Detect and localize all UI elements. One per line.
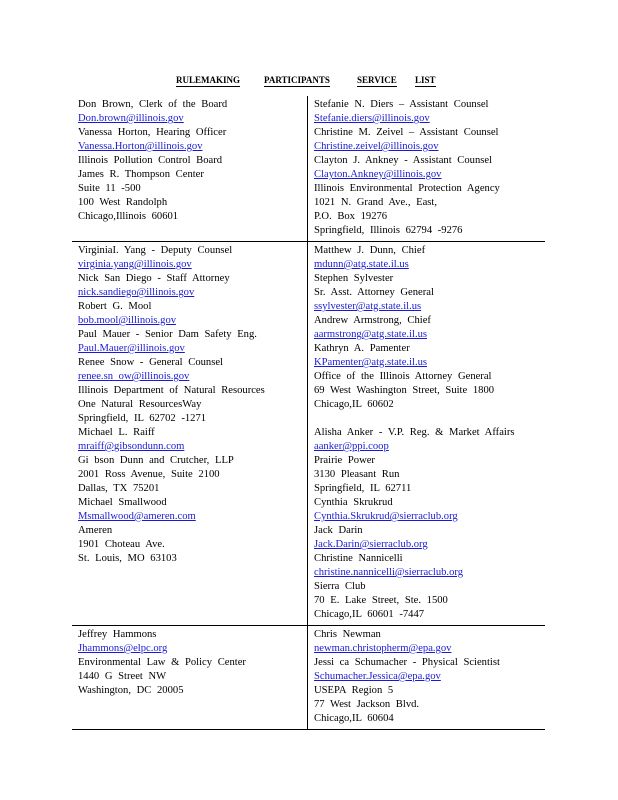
contact-line: Springfield, IL 62702 -1271 (78, 413, 207, 424)
email-line (314, 168, 540, 182)
contact-line: Stefanie N. Diers – Assistant Counsel (314, 99, 489, 110)
email-line (314, 258, 540, 272)
contact-line: Office of the Illinois Attorney General (314, 371, 492, 382)
service-list-title (0, 74, 618, 90)
contact-line: Sr. Asst. Attorney General (314, 287, 434, 298)
email-line (314, 670, 540, 684)
contact-line: Dallas, TX 75201 (78, 483, 160, 494)
email-line (78, 510, 302, 524)
email-link[interactable]: mdunn@atg.state.il.us (314, 259, 409, 270)
email-line (314, 566, 540, 580)
contact-line: Chicago,IL 60601 -7447 (314, 609, 425, 620)
left-cell (72, 96, 308, 242)
right-cell (308, 626, 546, 730)
table-row (72, 242, 545, 626)
contact-line: Chicago,IL 60602 (314, 399, 394, 410)
contact-line: Illinois Pollution Control Board (78, 155, 223, 166)
email-line (314, 140, 540, 154)
left-cell (72, 242, 308, 626)
spacer (314, 412, 540, 426)
email-link[interactable]: Jhammons@elpc.org (78, 643, 168, 654)
table-row (72, 96, 545, 242)
contact-line: Sierra Club (314, 581, 366, 592)
email-link[interactable]: newman.christopherm@epa.gov (314, 643, 452, 654)
email-link[interactable]: Vanessa.Horton@illinois.gov (78, 141, 203, 152)
contact-line: USEPA Region 5 (314, 685, 394, 696)
contact-line: 2001 Ross Avenue, Suite 2100 (78, 469, 220, 480)
email-line (78, 112, 302, 126)
contact-line: Michael Smallwood (78, 497, 167, 508)
email-link[interactable]: Clayton.Ankney@illinois.gov (314, 169, 442, 180)
contact-line: Renee Snow - General Counsel (78, 357, 223, 368)
email-line (314, 440, 540, 454)
title-word-list: LIST (415, 75, 436, 85)
email-link[interactable]: aanker@ppi.coop (314, 441, 389, 452)
email-link[interactable]: nick.sandiego@illinois.gov (78, 287, 195, 298)
email-line (314, 300, 540, 314)
contact-line: Illinois Environmental Protection Agency (314, 183, 500, 194)
contact-line: Washington, DC 20005 (78, 685, 184, 696)
email-link[interactable]: renee.sn ow@illinois.gov (78, 371, 190, 382)
contact-line: Andrew Armstrong, Chief (314, 315, 431, 326)
contact-line: 1021 N. Grand Ave., East, (314, 197, 438, 208)
contact-line: Clayton J. Ankney - Assistant Counsel (314, 155, 493, 166)
email-line (78, 258, 302, 272)
contact-line: Environmental Law & Policy Center (78, 657, 246, 668)
contact-line: Michael L. Raiff (78, 427, 155, 438)
email-line (78, 440, 302, 454)
email-link[interactable]: bob.mool@illinois.gov (78, 315, 177, 326)
contact-line: Vanessa Horton, Hearing Officer (78, 127, 227, 138)
contact-line: 1901 Choteau Ave. (78, 539, 165, 550)
email-line (314, 112, 540, 126)
contact-line: Jessi ca Schumacher - Physical Scientist (314, 657, 500, 668)
email-link[interactable]: Stefanie.diers@illinois.gov (314, 113, 430, 124)
contact-line: 70 E. Lake Street, Ste. 1500 (314, 595, 448, 606)
contact-line: Suite 11 -500 (78, 183, 141, 194)
email-link[interactable]: aarmstrong@atg.state.il.us (314, 329, 428, 340)
title-word-participants: PARTICIPANTS (264, 75, 330, 85)
contact-line: Chicago,Illinois 60601 (78, 211, 179, 222)
contact-line: Springfield, IL 62711 (314, 483, 412, 494)
contact-line: Jeffrey Hammons (78, 629, 157, 640)
email-link[interactable]: KPamenter@atg.state.il.us (314, 357, 428, 368)
right-cell (308, 242, 546, 626)
contact-line: VirginiaI. Yang - Deputy Counsel (78, 245, 233, 256)
title-word-service: SERVICE (357, 75, 397, 85)
contact-line: Christine Nannicelli (314, 553, 403, 564)
contact-line: Chris Newman (314, 629, 381, 640)
contact-line: One Natural ResourcesWay (78, 399, 202, 410)
contact-line: Robert G. Mool (78, 301, 152, 312)
contact-line: Illinois Department of Natural Resources (78, 385, 265, 396)
email-line (314, 642, 540, 656)
contact-line: 77 West Jackson Blvd. (314, 699, 420, 710)
contact-line: 3130 Pleasant Run (314, 469, 400, 480)
email-link[interactable]: Paul.Mauer@illinois.gov (78, 343, 185, 354)
contact-line: Alisha Anker - V.P. Reg. & Market Affairs (314, 427, 515, 438)
left-cell (72, 626, 308, 730)
contact-line: Jack Darin (314, 525, 363, 536)
email-line (314, 510, 540, 524)
email-line (78, 286, 302, 300)
email-link[interactable]: virginia.yang@illinois.gov (78, 259, 192, 270)
email-line (78, 342, 302, 356)
contact-line: Nick San Diego - Staff Attorney (78, 273, 230, 284)
contact-line: Paul Mauer - Senior Dam Safety Eng. (78, 329, 257, 340)
contact-line: Don Brown, Clerk of the Board (78, 99, 228, 110)
table-row (72, 626, 545, 730)
contact-line: 1440 G Street NW (78, 671, 167, 682)
contact-line: Gi bson Dunn and Crutcher, LLP (78, 455, 234, 466)
email-link[interactable]: ssylvester@atg.state.il.us (314, 301, 422, 312)
right-cell (308, 96, 546, 242)
email-line (78, 370, 302, 384)
email-link[interactable]: Don.brown@illinois.gov (78, 113, 184, 124)
contact-line: Cynthia Skrukrud (314, 497, 393, 508)
contact-line: Kathryn A. Pamenter (314, 343, 410, 354)
contact-line: James R. Thompson Center (78, 169, 204, 180)
email-line (78, 140, 302, 154)
contact-line: Chicago,IL 60604 (314, 713, 394, 724)
contact-line: 69 West Washington Street, Suite 1800 (314, 385, 495, 396)
contact-line: Stephen Sylvester (314, 273, 394, 284)
contact-line: St. Louis, MO 63103 (78, 553, 177, 564)
email-link[interactable]: christine.nannicelli@sierraclub.org (314, 567, 463, 578)
email-line (78, 314, 302, 328)
email-line (314, 328, 540, 342)
email-link[interactable]: mraiff@gibsondunn.com (78, 441, 185, 452)
email-link[interactable]: Cynthia.Skrukrud@sierraclub.org (314, 511, 458, 522)
email-link[interactable]: Christine.zeivel@illinois.gov (314, 141, 439, 152)
contact-line: 100 West Randolph (78, 197, 168, 208)
contact-line: Ameren (78, 525, 113, 536)
contact-line: Matthew J. Dunn, Chief (314, 245, 426, 256)
title-word-rulemaking: RULEMAKING (176, 75, 241, 85)
contact-line: Prairie Power (314, 455, 375, 466)
email-link[interactable]: Jack.Darin@sierraclub.org (314, 539, 428, 550)
email-line (314, 538, 540, 552)
email-link[interactable]: Schumacher.Jessica@epa.gov (314, 671, 441, 682)
email-line (78, 642, 302, 656)
contact-line: Springfield, Illinois 62794 -9276 (314, 225, 463, 236)
contact-line: P.O. Box 19276 (314, 211, 388, 222)
service-list-table (72, 96, 545, 730)
email-link[interactable]: Msmallwood@ameren.com (78, 511, 196, 522)
contact-line: Christine M. Zeivel – Assistant Counsel (314, 127, 499, 138)
email-line (314, 356, 540, 370)
